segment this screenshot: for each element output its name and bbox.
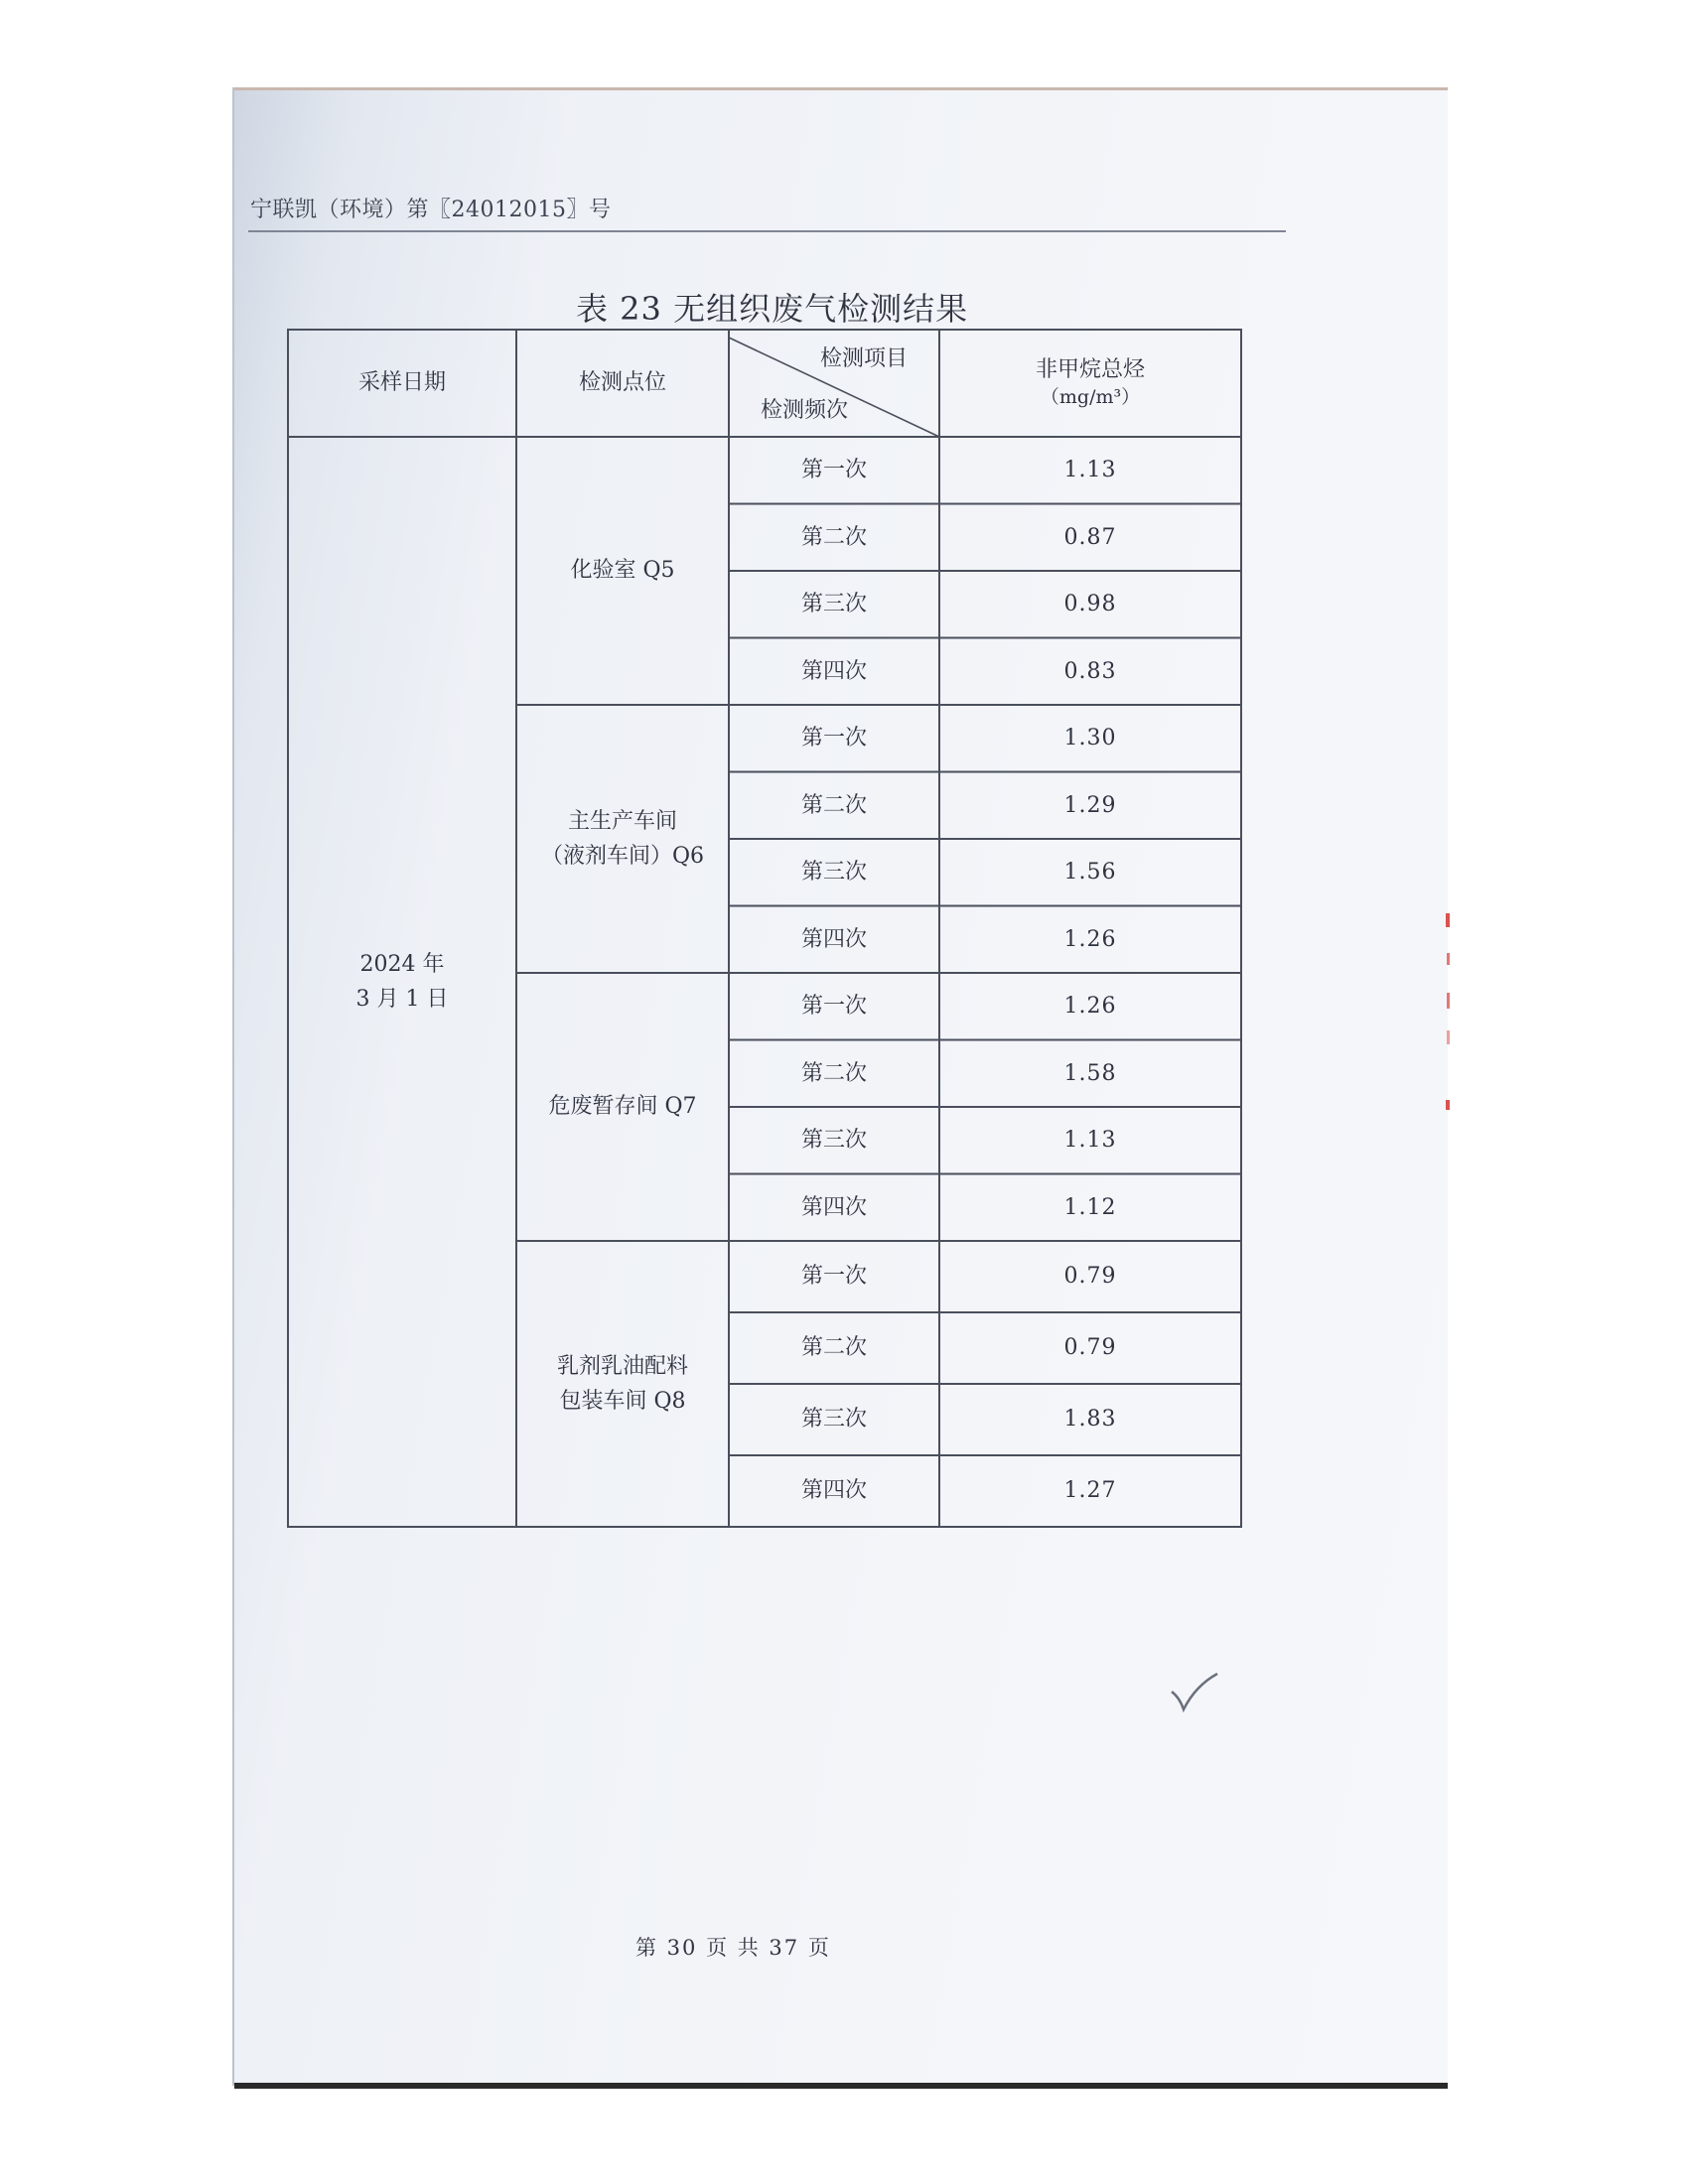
nmhc-value-cell: 1.83 xyxy=(1063,1407,1117,1433)
nmhc-value-cell: 0.79 xyxy=(1063,1264,1117,1290)
page-number: 第 30 页 共 37 页 xyxy=(635,1936,831,1960)
report-reference-number: 宁联凯（环境）第〖24012015〗号 xyxy=(250,198,612,222)
nmhc-value-cell: 1.12 xyxy=(1063,1194,1117,1220)
nmhc-value-cell: 0.79 xyxy=(1063,1335,1117,1361)
nmhc-value-cell: 1.27 xyxy=(1063,1478,1117,1504)
frequency-cell: 第三次 xyxy=(800,860,867,886)
location-q7: 危废暂存间 Q7 xyxy=(548,1094,697,1120)
frequency-cell: 第一次 xyxy=(800,1264,867,1290)
nmhc-value-cell: 0.98 xyxy=(1063,592,1117,617)
checkmark-icon xyxy=(1170,1672,1219,1713)
frequency-cell: 第一次 xyxy=(800,726,867,751)
sampling-date: 2024 年 3 月 1 日 xyxy=(355,951,449,1012)
nmhc-value-cell: 0.87 xyxy=(1063,524,1117,550)
header-item: 检测项目 xyxy=(819,346,908,372)
frequency-cell: 第三次 xyxy=(800,592,867,617)
nmhc-value-cell: 1.26 xyxy=(1063,994,1117,1020)
header-frequency: 检测频次 xyxy=(760,398,848,424)
frequency-cell: 第二次 xyxy=(800,792,867,818)
header-nmhc-unit: （mg/m³） xyxy=(1040,385,1141,408)
header-nmhc-label: 非甲烷总烃 xyxy=(1035,357,1145,383)
table-title: 表 23 无组织废气检测结果 xyxy=(576,290,969,328)
frequency-cell: 第一次 xyxy=(800,994,867,1020)
frequency-cell: 第二次 xyxy=(800,1335,867,1361)
frequency-cell: 第二次 xyxy=(800,1060,867,1086)
header-sampling-date: 采样日期 xyxy=(357,370,446,396)
location-q5: 化验室 Q5 xyxy=(570,558,675,584)
location-q6: 主生产车间 （液剂车间）Q6 xyxy=(540,808,705,869)
nmhc-value-cell: 0.83 xyxy=(1063,658,1117,684)
nmhc-value-cell: 1.56 xyxy=(1063,860,1117,886)
nmhc-value-cell: 1.58 xyxy=(1063,1060,1117,1086)
nmhc-value-cell: 1.30 xyxy=(1063,726,1117,751)
nmhc-value-cell: 1.13 xyxy=(1063,1128,1117,1154)
frequency-cell: 第四次 xyxy=(800,1194,867,1220)
header-location: 检测点位 xyxy=(578,370,666,396)
location-q8: 乳剂乳油配料 包装车间 Q8 xyxy=(556,1353,688,1414)
nmhc-value-cell: 1.29 xyxy=(1063,792,1117,818)
frequency-cell: 第四次 xyxy=(800,1478,867,1504)
header-nmhc xyxy=(939,330,1241,437)
frequency-cell: 第二次 xyxy=(800,524,867,550)
frequency-cell: 第三次 xyxy=(800,1407,867,1433)
nmhc-value-cell: 1.26 xyxy=(1063,926,1117,952)
nmhc-value-cell: 1.13 xyxy=(1063,458,1117,483)
frequency-cell: 第一次 xyxy=(800,458,867,483)
frequency-cell: 第四次 xyxy=(800,926,867,952)
frequency-cell: 第四次 xyxy=(800,658,867,684)
frequency-cell: 第三次 xyxy=(800,1128,867,1154)
red-seal-edge xyxy=(1446,913,1452,1112)
